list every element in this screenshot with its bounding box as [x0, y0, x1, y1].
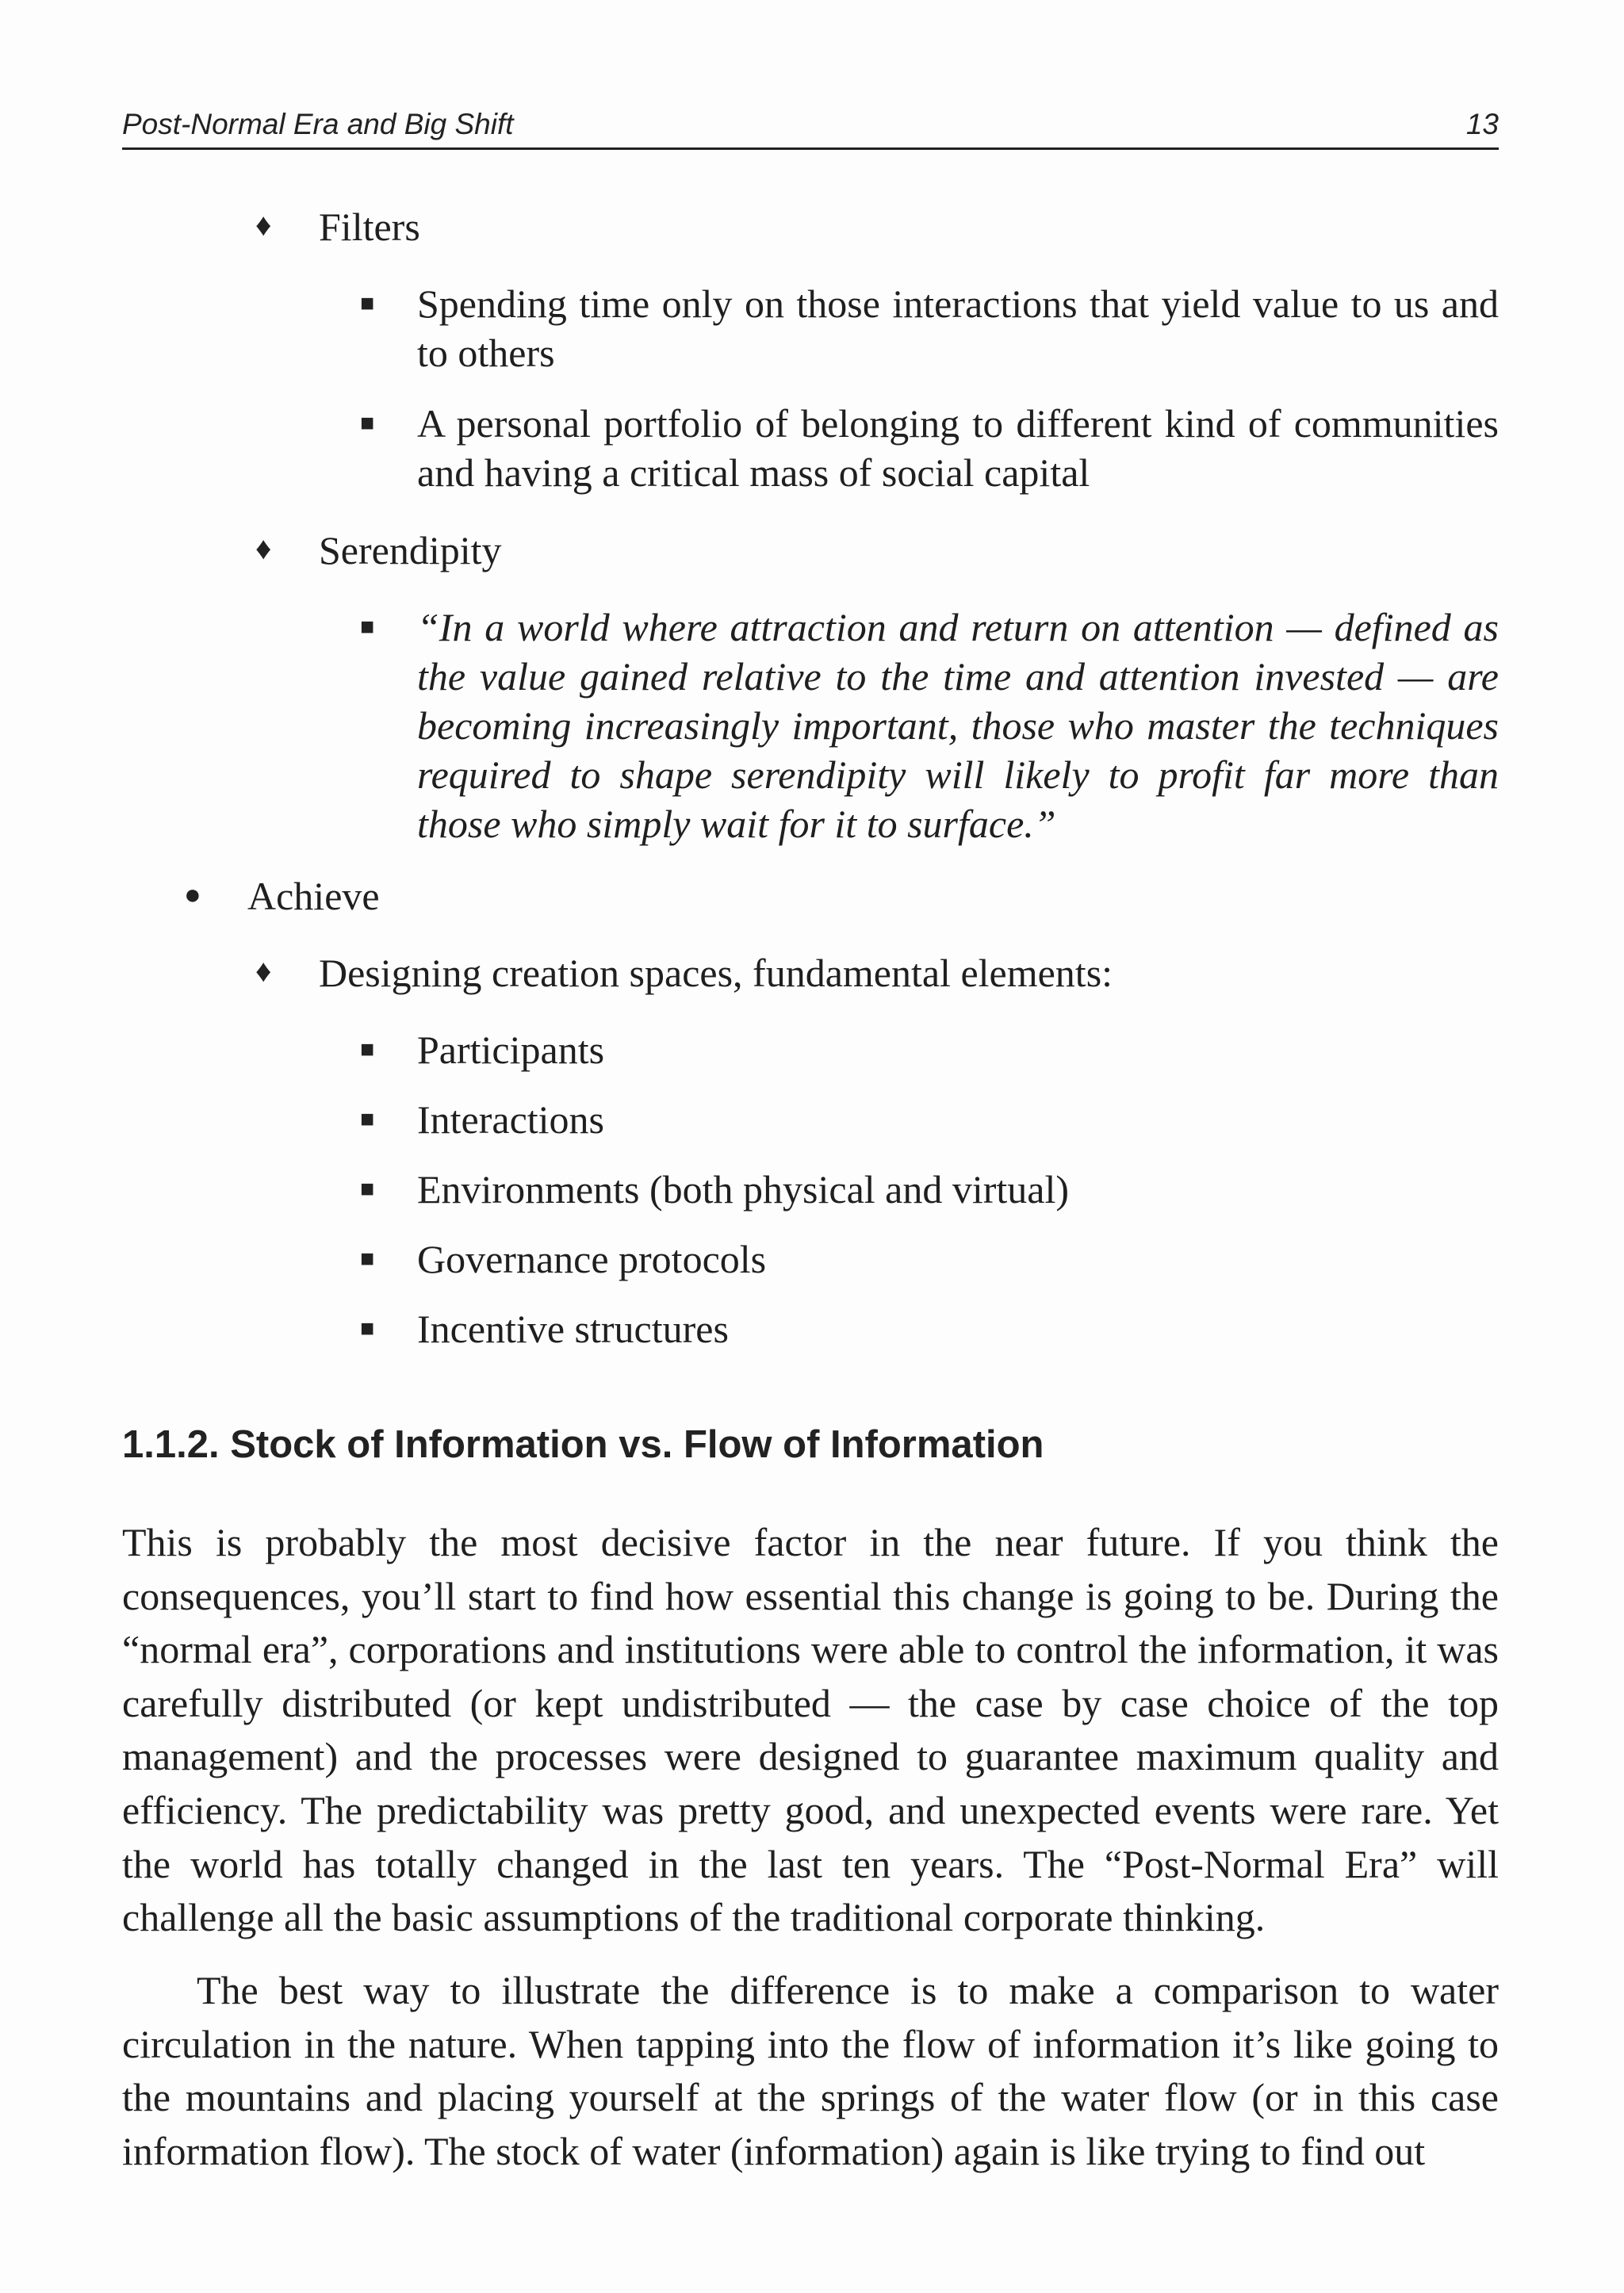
- list-item: [360, 1235, 1499, 1284]
- list-item-filters: [255, 202, 1499, 251]
- list-item: [360, 399, 1499, 497]
- list-item: [360, 1095, 1499, 1144]
- diamond-bullet-icon: ♦: [255, 207, 272, 243]
- list-item-text: Governance protocols: [417, 1237, 767, 1281]
- square-bullet-icon: ■: [360, 1246, 375, 1272]
- body-paragraph: The best way to illustrate the difference is to make a comparison to water circulation in the nature. When tapping into the flow of information it’s like going to the mountains and placing yourself at the springs of the water flow (or in this case information flow). The stock of water (information) again is like trying to find out: [122, 1968, 1499, 2173]
- list-item-label: Achieve: [247, 874, 380, 918]
- list-item-text: Spending time only on those interactions that yield value to us and to others: [417, 281, 1499, 375]
- square-bullet-icon: ■: [360, 410, 375, 436]
- square-bullet-icon: ■: [360, 1036, 375, 1062]
- running-header-title: Post-Normal Era and Big Shift: [122, 108, 514, 140]
- list-item-text: Incentive structures: [417, 1307, 729, 1351]
- list-item: [360, 279, 1499, 377]
- square-bullet-icon: ■: [360, 1315, 375, 1342]
- running-header: [122, 106, 1499, 150]
- square-bullet-icon: ■: [360, 1176, 375, 1202]
- page-number: 13: [1465, 108, 1499, 140]
- body-paragraph: This is probably the most decisive factor in the near future. If you think the consequences, you’ll start to find how essential this change is going to be. During the “normal era”, corporations and institutions were able to control the information, it was carefully distributed (or kept undistributed — the case by case choice of the top management) and the processes were designed to guarantee maximum quality and efficiency. The predictability was pretty good, and unexpected events were rare. Yet the world has totally changed in the last ten years. The “Post-Normal Era” will challenge all the basic assumptions of the traditional corporate thinking.: [122, 1520, 1499, 1940]
- list-item-label: Serendipity: [319, 528, 502, 572]
- square-bullet-icon: ■: [360, 1106, 375, 1132]
- list-item-text: Participants: [417, 1028, 605, 1072]
- section-heading: 1.1.2. Stock of Information vs. Flow of Information: [122, 1423, 1044, 1466]
- list-item-text: Environments (both physical and virtual): [417, 1167, 1070, 1212]
- list-item: [360, 1304, 1499, 1353]
- list-item-designing: [255, 948, 1499, 997]
- list-item-serendipity: [255, 526, 1499, 575]
- serendipity-quote: “In a world where attraction and return on attention — defined as the value gained relative to the time and attention invested — are becoming increasingly important, those who master the techniques required to shape serendipity will likely to profit far more than those who simply wait for it to surface.”: [417, 605, 1499, 846]
- list-item: [360, 1025, 1499, 1074]
- diamond-bullet-icon: ♦: [255, 953, 272, 989]
- list-item-text: Interactions: [417, 1097, 605, 1142]
- list-item-text: A personal portfolio of belonging to different kind of communities and having a critical mass of social capital: [417, 401, 1499, 495]
- list-item-label: Filters: [319, 205, 420, 249]
- square-bullet-icon: ■: [360, 614, 375, 640]
- list-item-label: Designing creation spaces, fundamental elements:: [319, 951, 1113, 995]
- list-item-quote: [360, 603, 1499, 848]
- diamond-bullet-icon: ♦: [255, 530, 272, 566]
- square-bullet-icon: ■: [360, 290, 375, 316]
- list-item-achieve: [184, 871, 1499, 921]
- round-bullet-icon: ●: [184, 879, 201, 910]
- list-item: [360, 1165, 1499, 1214]
